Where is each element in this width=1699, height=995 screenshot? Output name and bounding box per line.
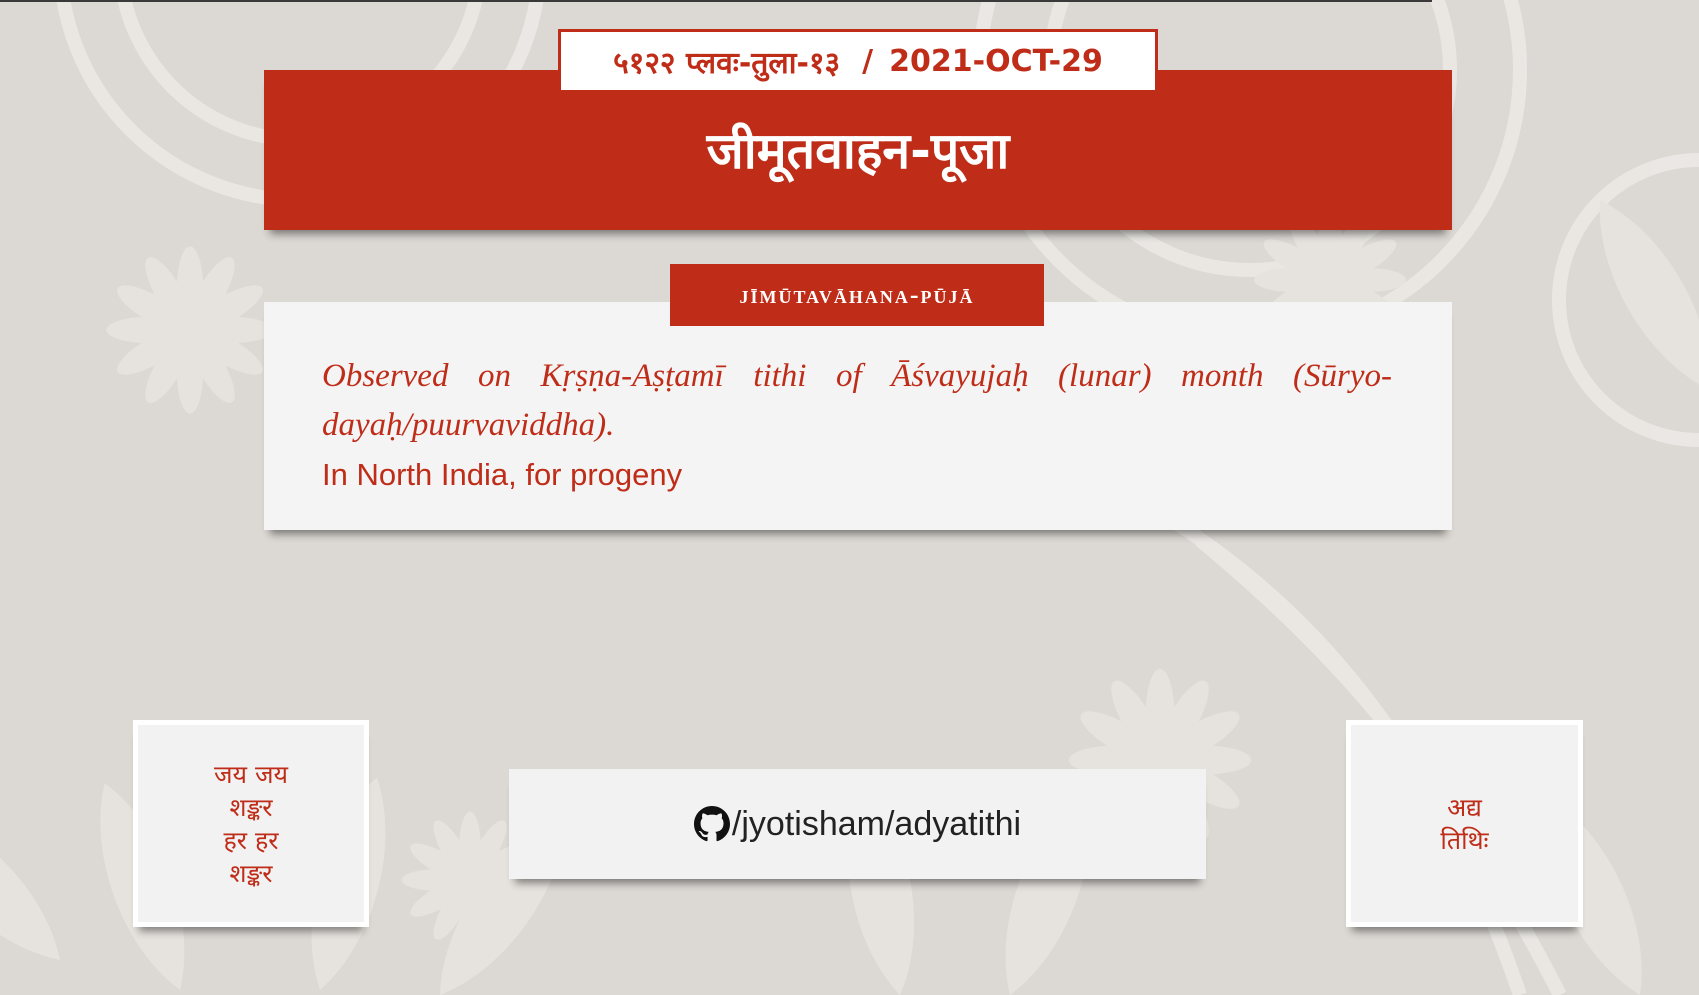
github-icon	[694, 806, 730, 842]
jaya-shankara-box	[133, 720, 369, 927]
left-line: जय जय	[213, 759, 289, 789]
repo-path: /jyotisham/adyatithi	[731, 804, 1022, 843]
description-card	[264, 302, 1452, 530]
right-line: अद्य	[1447, 792, 1482, 822]
adya-tithi-box	[1346, 720, 1583, 927]
header-band	[264, 70, 1452, 230]
date-badge	[558, 29, 1158, 93]
github-repo-link[interactable]	[509, 769, 1206, 879]
top-rule	[0, 0, 1432, 2]
left-line: हर हर	[223, 825, 279, 855]
left-line: शङ्कर	[229, 792, 273, 822]
right-line: तिथिः	[1440, 825, 1489, 855]
significance-text: In North India, for progeny	[322, 457, 683, 492]
observance-text: Observed on Kṛṣṇa-Aṣṭamī tithi of Āśvayujaḥ (lunar) month (Sūryo-dayaḥ/puurvaviddha).	[322, 358, 1392, 443]
left-line: शङ्कर	[229, 858, 273, 888]
date-gregorian: 2021-OCT-29	[889, 43, 1103, 79]
festival-title: जीमूतवाहन-पूजा	[706, 122, 1010, 180]
date-native: ५१२२ प्लवः-तुला-१३	[613, 45, 841, 81]
date-separator: /	[862, 43, 874, 79]
transliteration-tag: jīmūtavāhana-pūjā	[670, 264, 1044, 326]
